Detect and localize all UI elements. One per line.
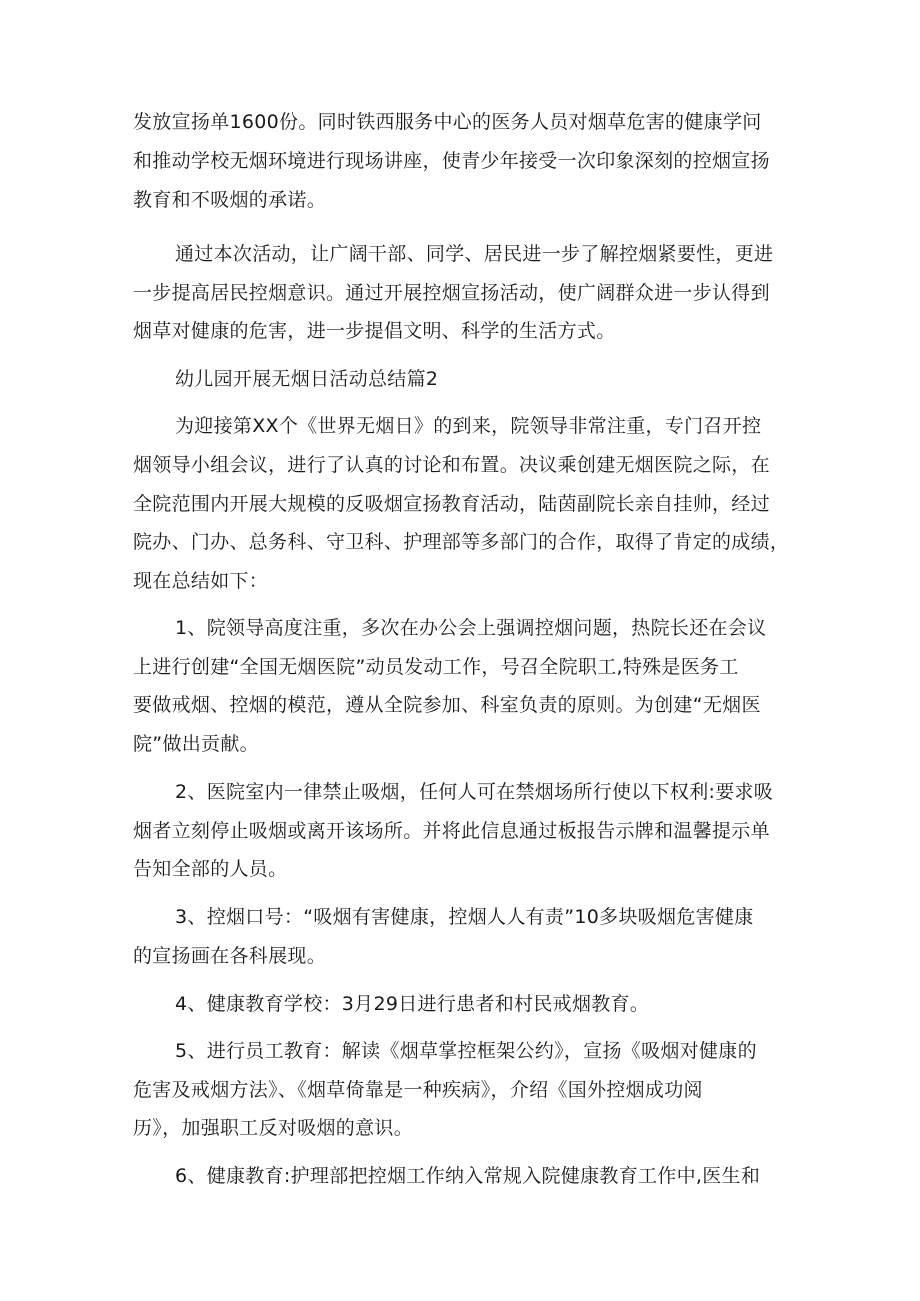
line-text: 4、健康教育学校：3月29日进行患者和村民戒烟教育。 bbox=[175, 993, 650, 1015]
line-text: 烟草对健康的危害，进一步提倡文明、科学的生活方式。 bbox=[133, 320, 616, 342]
line-text: 告知全部的人员。 bbox=[133, 858, 288, 880]
line-text: 危害及戒烟方法》、《烟草倚靠是一种疾病》，介绍《国外控烟成功阅 bbox=[133, 1079, 703, 1101]
line-text: 6、健康教育:护理部把控烟工作纳入常规入院健康教育工作中,医生和 bbox=[175, 1165, 761, 1187]
line-text: 通过本次活动，让广阔干部、同学、居民进一步了解控烟紧要性，更进 bbox=[175, 243, 774, 265]
line-text: 要做戒烟、控烟的模范，遵从全院参加、科室负责的原则。为创建“无烟医 bbox=[133, 694, 761, 716]
line-text: 为迎接第XX个《世界无烟日》的到来，院领导非常注重，专门召开控 bbox=[175, 415, 762, 437]
line-text: 的宣扬画在各科展现。 bbox=[133, 945, 327, 967]
line-text: 3、控烟口号：“吸烟有害健康，控烟人人有责”10多块吸烟危害健康 bbox=[175, 906, 754, 928]
line-text: 5、进行员工教育：解读《烟草掌控框架公约》，宣扬《吸烟对健康的 bbox=[175, 1040, 757, 1062]
line-text: 烟者立刻停止吸烟或离开该场所。并将此信息通过板报告示牌和温馨提示单 bbox=[133, 820, 770, 842]
line-text: 现在总结如下： bbox=[133, 570, 269, 592]
line-text: 院办、门办、总务科、守卫科、护理部等多部门的合作，取得了肯定的成绩， bbox=[133, 531, 790, 553]
line-text: 院”做出贡献。 bbox=[133, 733, 259, 755]
line-text: 一步提高居民控烟意识。通过开展控烟宣扬活动，使广阔群众进一步认得到 bbox=[133, 282, 770, 304]
line-text: 上进行创建“全国无烟医院”动员发动工作，号召全院职工,特殊是医务工 bbox=[133, 656, 739, 678]
line-text: 全院范围内开展大规模的反吸烟宣扬教育活动，陆茵副院长亲自挂帅，经过 bbox=[133, 493, 770, 515]
line-text: 1、院领导高度注重，多次在办公会上强调控烟问题，热院长还在会议 bbox=[175, 617, 767, 639]
line-text: 和推动学校无烟环境进行现场讲座，使青少年接受一次印象深刻的控烟宣扬 bbox=[133, 150, 770, 172]
section-heading-text: 幼儿园开展无烟日活动总结篇2 bbox=[175, 368, 439, 390]
line-text: 烟领导小组会议，进行了认真的讨论和布置。决议乘创建无烟医院之际，在 bbox=[133, 454, 770, 476]
line-text: 教育和不吸烟的承诺。 bbox=[133, 189, 327, 211]
line-text: 发放宣扬单1600份。同时铁西服务中心的医务人员对烟草危害的健康学问 bbox=[133, 111, 762, 133]
line-text: 历》，加强职工反对吸烟的意识。 bbox=[133, 1117, 414, 1139]
line-text: 2、医院室内一律禁止吸烟，任何人可在禁烟场所行使以下权利:要求吸 bbox=[175, 781, 774, 803]
